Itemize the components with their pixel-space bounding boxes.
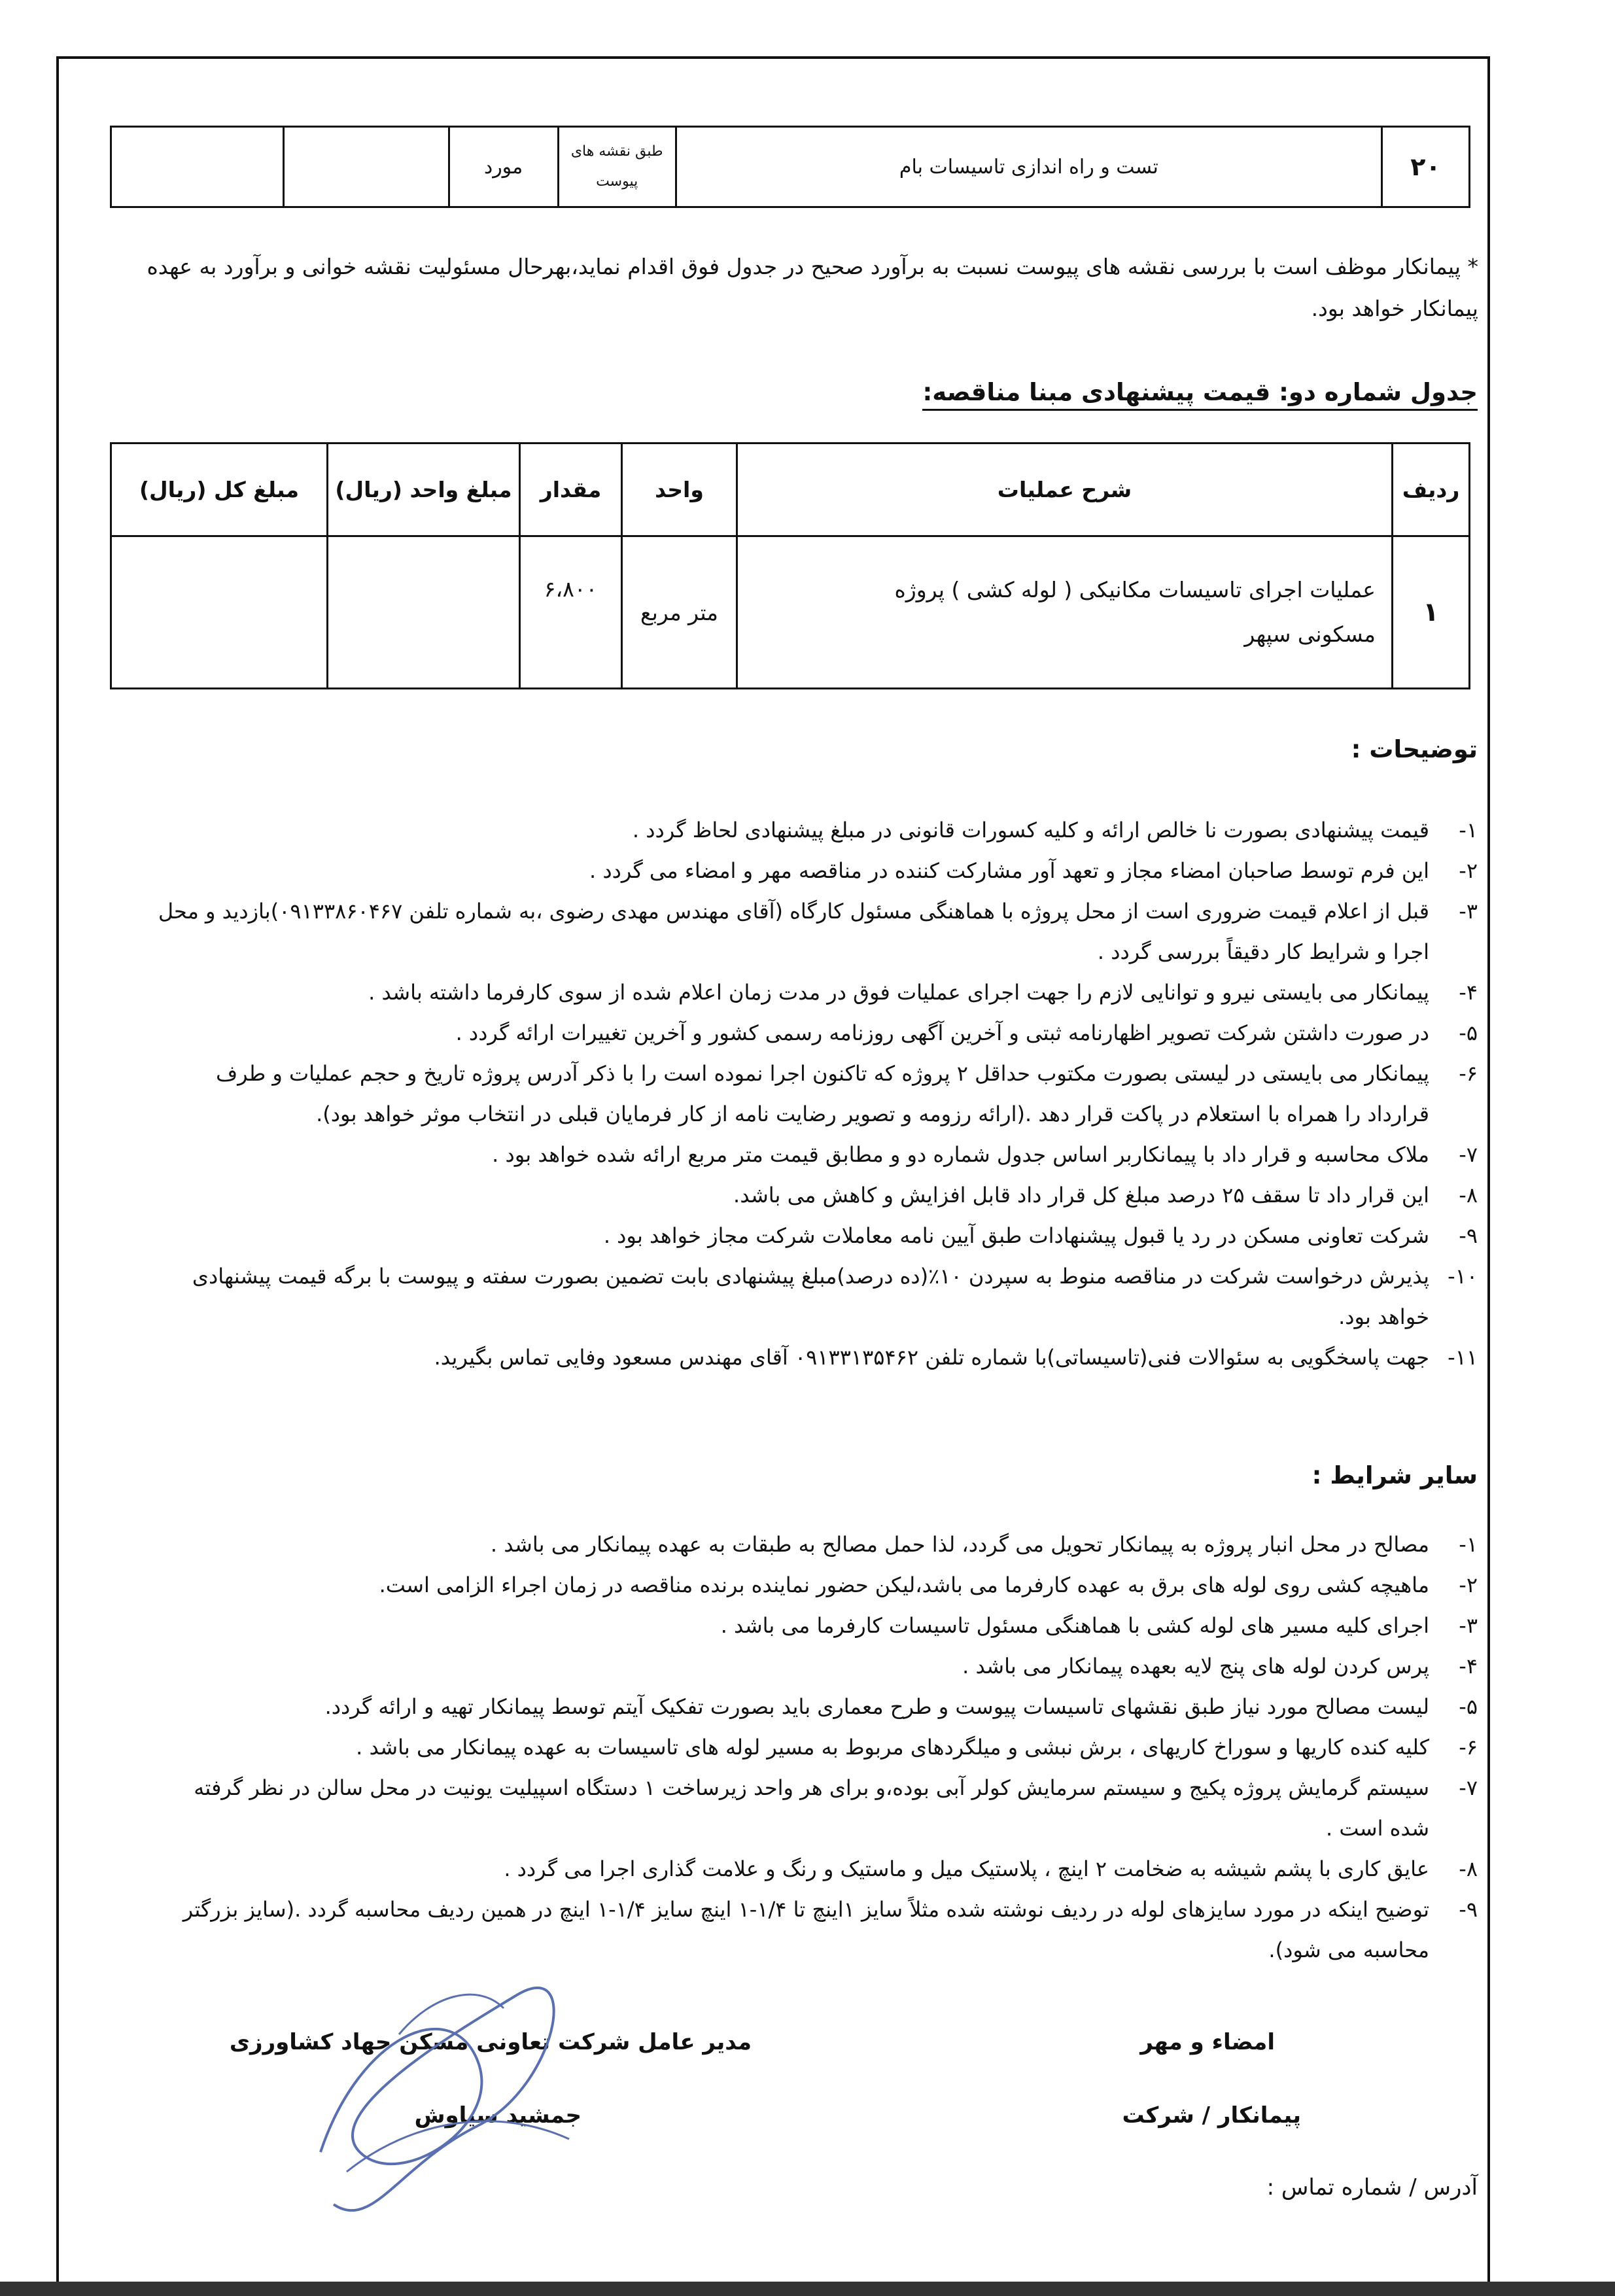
list-item <box>156 1565 1478 1605</box>
list-item <box>156 891 1478 972</box>
item-number: ۳- <box>1459 1613 1478 1638</box>
list-item <box>156 1849 1478 1889</box>
table-row <box>111 127 1470 207</box>
item-number: ۳- <box>1459 899 1478 924</box>
item-text: این قرار داد تا سقف ۲۵ درصد مبلغ کل قرار داد قابل افزایش و کاهش می باشد. <box>733 1183 1429 1208</box>
item-text: پرس کردن لوله های پنج لایه بعهده پیمانکار می باشد . <box>962 1654 1429 1679</box>
item-text: شرکت تعاونی مسکن در رد یا قبول پیشنهادات طبق آیین نامه معاملات شرکت مجاز خواهد بود . <box>603 1223 1429 1248</box>
item-text: ملاک محاسبه و قرار داد با پیمانکاربر اساس جدول شماره دو و مطابق قیمت متر مربع ارائه شده خواهد بود . <box>492 1142 1429 1167</box>
list-item <box>156 1215 1478 1256</box>
item-number: ۵- <box>1459 1694 1478 1719</box>
item-text: پیمانکار می بایستی در لیستی بصورت مکتوب حداقل ۲ پروژه که تاکنون اجرا نموده است را با ذکر آدرس پروژه تاریخ و حجم عملیات و طرف قرارداد را همراه با استعلام در پاکت قرار دهد .(ارائه رزومه و تصویر رضایت نامه از کار فرمایان قبلی در انتخاب موثر خواهد بود). <box>215 1061 1429 1126</box>
list-item <box>156 1256 1478 1337</box>
list-item <box>156 1646 1478 1686</box>
row-reference-line2: پیوست <box>596 173 638 190</box>
item-text: پذیرش درخواست شرکت در مناقصه منوط به سپردن ۱۰٪(ده درصد)مبلغ پیشنهادی بابت تضمین بصورت سفته و پیوست با برگه قیمت پیشنهادی خواهد بود. <box>192 1264 1429 1329</box>
item-text: در صورت داشتن شرکت تصویر اظهارنامه ثبتی و آخرین آگهی روزنامه رسمی کشور و آخرین تغییرات ارائه گردد . <box>455 1020 1429 1045</box>
row-unit: مورد <box>449 127 558 207</box>
list-item <box>156 1727 1478 1767</box>
row-description-line2: مسکونی سپهر <box>1244 621 1376 647</box>
item-number: ۷- <box>1459 1142 1478 1167</box>
list-item <box>156 1175 1478 1215</box>
contractor-company-label: پیمانکار / شرکت <box>1122 2102 1301 2129</box>
contractor-note: * پیمانکار موظف است با بررسی نقشه های پیوست نسبت به برآورد صحیح در جدول فوق اقدام نماید،بهرحال مسئولیت نقشه خوانی و برآورد به عهده پیمانکار خواهد بود. <box>147 254 1478 321</box>
other-conditions-title: سایر شرایط : <box>1311 1461 1478 1489</box>
item-number: ۲- <box>1459 858 1478 883</box>
table2-title: جدول شماره دو: قیمت پیشنهادی مبنا مناقصه: <box>922 378 1478 411</box>
header-description: شرح عملیات <box>737 444 1393 536</box>
item-text: قبل از اعلام قیمت ضروری است از محل پروژه با هماهنگی مسئول کارگاه (آقای مهندس مهدی رضوی ،به شماره تلفن ۰۹۱۳۳۸۶۰۴۶۷)بازدید و محل اجرا و شرایط کار دقیقاً بررسی گردد . <box>158 899 1429 964</box>
list-item <box>156 972 1478 1013</box>
row-reference <box>558 127 676 207</box>
row-unit-price <box>111 127 284 207</box>
table-header-row <box>111 444 1470 536</box>
item-number: ۱۱- <box>1448 1345 1478 1370</box>
item-number: ۲- <box>1459 1573 1478 1597</box>
list-item <box>156 1767 1478 1849</box>
header-total: مبلغ کل (ریال) <box>111 444 328 536</box>
header-unit: واحد <box>622 444 737 536</box>
item-text: مصالح در محل انبار پروژه به پیمانکار تحویل می گردد، لذا حمل مصالح به طبقات به عهده پیمانکار می باشد . <box>490 1532 1429 1557</box>
signature-scribble-icon <box>281 1956 621 2244</box>
row-number: ۱ <box>1393 536 1470 689</box>
row-description: تست و راه اندازی تاسیسات بام <box>676 127 1381 207</box>
other-conditions-list <box>156 1524 1478 1970</box>
address-label: آدرس / شماره تماس : <box>1266 2174 1478 2200</box>
item-text: پیمانکار می بایستی نیرو و توانایی لازم را جهت اجرای عملیات فوق در مدت زمان اعلام شده از سوی کارفرما داشته باشد . <box>368 980 1429 1005</box>
item-number: ۹- <box>1459 1897 1478 1922</box>
item-text: قیمت پیشنهادی بصورت نا خالص ارائه و کلیه کسورات قانونی در مبلغ پیشنهادی لحاظ گردد . <box>632 818 1429 843</box>
row-description-line1: عملیات اجرای تاسیسات مکانیکی ( لوله کشی ) پروژه <box>894 577 1376 602</box>
row-unit: متر مربع <box>622 536 737 689</box>
item-text: ماهیچه کشی روی لوله های برق به عهده کارفرما می باشد،لیکن حضور نماینده برنده مناقصه در زمان اجراء الزامی است. <box>379 1573 1429 1597</box>
item-number: ۹- <box>1459 1223 1478 1248</box>
item-text: جهت پاسخگویی به سئوالات فنی(تاسیساتی)با شماره تلفن ۰۹۱۳۳۱۳۵۴۶۲ آقای مهندس مسعود وفایی تماس بگیرید. <box>434 1345 1429 1370</box>
item-number: ۱۰- <box>1448 1264 1478 1289</box>
manager-title: مدیر عامل شرکت تعاونی مسکن جهاد کشاورزی <box>229 2029 752 2055</box>
row-number: ۲۰ <box>1381 127 1469 207</box>
item-number: ۸- <box>1459 1856 1478 1881</box>
list-item <box>156 1524 1478 1565</box>
item-text: این فرم توسط صاحبان امضاء مجاز و تعهد آور مشارکت کننده در مناقصه مهر و امضاء می گردد . <box>589 858 1429 883</box>
item-text: سیستم گرمایش پروژه پکیج و سیستم سرمایش کولر آبی بوده،و برای هر واحد زیرساخت ۱ دستگاه اسپیلیت یونیت در محل سالن در نظر گرفته شده است . <box>194 1775 1429 1841</box>
scan-edge <box>0 2282 1615 2296</box>
price-table <box>110 442 1470 689</box>
item-number: ۵- <box>1459 1020 1478 1045</box>
list-item <box>156 1605 1478 1646</box>
row-reference-line1: طبق نقشه های <box>570 143 663 160</box>
list-item <box>156 1134 1478 1175</box>
row-description <box>737 536 1393 689</box>
item-number: ۶- <box>1459 1061 1478 1086</box>
explanations-title: توضیحات : <box>1351 735 1478 763</box>
row-qty: ۶،۸۰۰ <box>520 536 622 689</box>
item-number: ۴- <box>1459 980 1478 1005</box>
item-number: ۸- <box>1459 1183 1478 1208</box>
list-item <box>156 850 1478 891</box>
item-number: ۱- <box>1459 1532 1478 1557</box>
table-row <box>111 536 1470 689</box>
item-text: اجرای کلیه مسیر های لوله کشی با هماهنگی مسئول تاسیسات کارفرما می باشد . <box>720 1613 1429 1638</box>
header-row-num: ردیف <box>1393 444 1470 536</box>
list-item <box>156 1337 1478 1378</box>
row-total <box>111 536 328 689</box>
manager-name: جمشید سیاوش <box>414 2102 582 2129</box>
list-item <box>156 1013 1478 1053</box>
row-unit-price <box>328 536 520 689</box>
item-number: ۷- <box>1459 1775 1478 1800</box>
item-text: عایق کاری با پشم شیشه به ضخامت ۲ اینچ ، پلاستیک میل و ماستیک و رنگ و علامت گذاری اجرا می گردد . <box>504 1856 1429 1881</box>
item-number: ۱- <box>1459 818 1478 843</box>
item-text: لیست مصالح مورد نیاز طبق نقشهای تاسیسات پیوست و طرح معماری باید بصورت تفکیک آیتم توسط پیمانکار تهیه و ارائه گردد. <box>324 1694 1429 1719</box>
header-qty: مقدار <box>520 444 622 536</box>
explanations-list <box>156 810 1478 1378</box>
list-item <box>156 1053 1478 1134</box>
item-number: ۴- <box>1459 1654 1478 1679</box>
header-unit-price: مبلغ واحد (ریال) <box>328 444 520 536</box>
item-text: کلیه کنده کاریها و سوراخ کاریهای ، برش نبشی و میلگردهای مربوط به مسیر لوله های تاسیسات به عهده پیمانکار می باشد . <box>356 1735 1429 1760</box>
contractor-sign-label: امضاء و مهر <box>1140 2029 1275 2055</box>
list-item <box>156 1686 1478 1727</box>
items-table-last-row <box>110 126 1470 208</box>
list-item <box>156 810 1478 850</box>
item-number: ۶- <box>1459 1735 1478 1760</box>
item-text: توضیح اینکه در مورد سایزهای لوله در ردیف نوشته شده مثلاً سایز ۱اینچ تا ۱/۴-۱ اینچ سایز ۱/۴-۱ اینچ در همین ردیف محاسبه گردد .(سایز بزرگتر محاسبه می شود). <box>182 1897 1429 1962</box>
row-qty <box>283 127 449 207</box>
